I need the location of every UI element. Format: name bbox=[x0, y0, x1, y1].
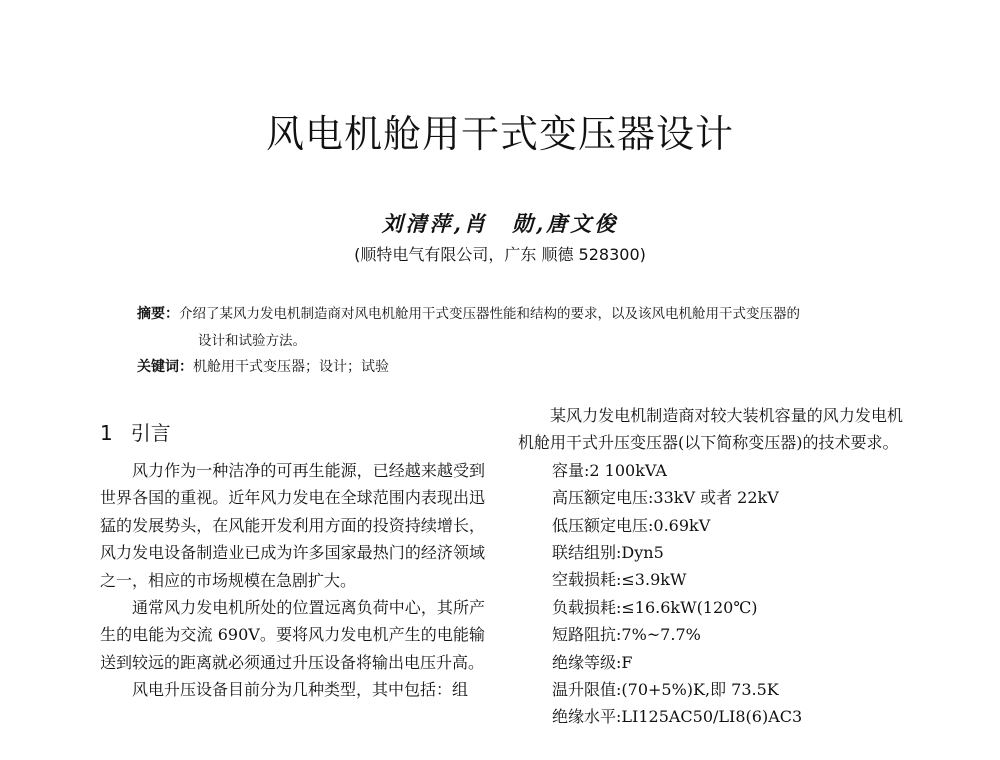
spec-list bbox=[518, 457, 903, 731]
section-heading bbox=[100, 417, 171, 446]
spec-item: 低压额定电压:0.69kV bbox=[552, 515, 711, 535]
abstract-label: 摘要： bbox=[137, 306, 179, 322]
spec-item: 温升限值:(70+5%)K,即 73.5K bbox=[552, 680, 779, 700]
keywords bbox=[137, 356, 877, 376]
abstract-text-line1: 介绍了某风力发电机制造商对风电机舱用干式变压器性能和结构的要求，以及该风电机舱用干式变压器的 bbox=[179, 306, 800, 322]
spec-item: 高压额定电压:33kV 或者 22kV bbox=[552, 488, 779, 508]
paragraph: 通常风力发电机所处的位置远离负荷中心，其所产生的电能为交流 690V。要将风力发电机产生的电能输送到较远的距离就必须通过升压设备将输出电压升高。 bbox=[100, 598, 485, 672]
requirements-intro: 某风力发电机制造商对较大装机容量的风力发电机机舱用干式升压变压器(以下简称变压器)的技术要求。 bbox=[518, 406, 903, 453]
spec-item: 容量:2 100kVA bbox=[552, 460, 667, 480]
spec-item: 空载损耗:≤3.9kW bbox=[552, 570, 687, 590]
abstract-text-line2: 设计和试验方法。 bbox=[198, 333, 306, 349]
spec-item: 绝缘水平:LI125AC50/LI8(6)AC3 bbox=[552, 707, 803, 727]
spec-item: 联结组别:Dyn5 bbox=[552, 543, 664, 563]
authors: 刘清萍,肖 勋,唐文俊 bbox=[381, 211, 619, 236]
spec-item: 负载损耗:≤16.6kW(120℃) bbox=[552, 597, 758, 617]
abstract bbox=[137, 301, 877, 355]
right-column bbox=[518, 402, 903, 731]
left-column bbox=[100, 457, 485, 704]
section-title: 引言 bbox=[130, 421, 171, 445]
spec-item: 短路阻抗:7%~7.7% bbox=[552, 625, 701, 645]
paper-title: 风电机舱用干式变压器设计 bbox=[265, 112, 734, 156]
paragraph: 风电升压设备目前分为几种类型，其中包括：组 bbox=[132, 680, 469, 700]
affiliation: (顺特电气有限公司，广东 顺德 528300) bbox=[354, 245, 646, 264]
keywords-text: 机舱用干式变压器；设计；试验 bbox=[193, 359, 389, 375]
keywords-label: 关键词： bbox=[137, 359, 193, 375]
spec-item: 绝缘等级:F bbox=[552, 652, 633, 672]
section-number: 1 bbox=[100, 421, 113, 445]
paragraph: 风力作为一种洁净的可再生能源，已经越来越受到世界各国的重视。近年风力发电在全球范围内表现出迅猛的发展势头，在风能开发利用方面的投资持续增长，风力发电设备制造业已成为许多国家最热门的经济领域之一，相应的市场规模在急剧扩大。 bbox=[100, 461, 485, 590]
